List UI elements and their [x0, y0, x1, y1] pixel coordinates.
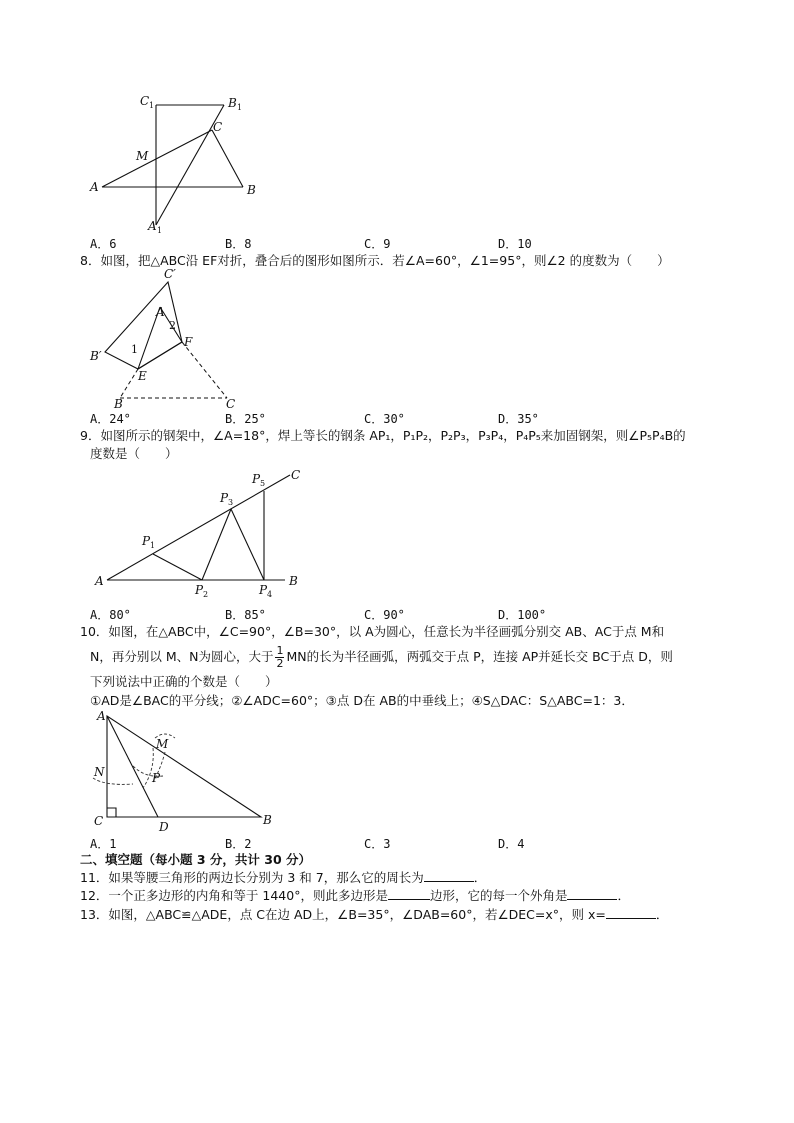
- q10-label-p: P: [152, 771, 161, 785]
- q9-label-p2-sub: 2: [203, 590, 209, 599]
- q10-text-line2: [90, 645, 673, 670]
- q10-frac-denominator: 2: [276, 657, 284, 670]
- q11-text-b: ．: [473, 870, 487, 885]
- q13-answer-blank[interactable]: [606, 907, 656, 919]
- q8-figure: [80, 265, 260, 410]
- q10-label-d: D: [159, 820, 169, 834]
- q7-label-c: C: [213, 120, 223, 134]
- q11-answer-blank[interactable]: [424, 870, 474, 882]
- q10-label-n: N: [94, 765, 105, 779]
- q7-choice-d[interactable]: D．10: [498, 237, 532, 251]
- q8-choice-b[interactable]: B．25°: [225, 412, 266, 426]
- q8-label-f: F: [184, 335, 193, 349]
- q13-text-b: ．: [655, 907, 669, 922]
- q7-label-m: M: [136, 149, 149, 163]
- q8-label-2: 2: [169, 319, 176, 332]
- q7-label-b: B: [247, 183, 256, 197]
- q10-label-m: M: [156, 737, 169, 751]
- q12-text: [80, 888, 630, 904]
- q10-text-line3: 下列说法中正确的个数是（ ）: [90, 674, 278, 689]
- q11-text: [80, 870, 486, 886]
- q10-choice-a[interactable]: A．1: [90, 837, 117, 851]
- q9-label-p3-sub: 3: [228, 498, 234, 507]
- q9-label-p5-sub: 5: [260, 479, 266, 488]
- q9-text-line2: 度数是（ ）: [90, 446, 178, 461]
- q13-text: [80, 907, 668, 923]
- q10-label-b: B: [263, 813, 272, 827]
- q8-label-b: B: [114, 397, 123, 411]
- q10-frac-numerator: 1: [276, 644, 284, 657]
- q9-label-a: A: [95, 574, 104, 588]
- q10-figure: [85, 708, 285, 838]
- q7-label-c1: C: [140, 94, 150, 108]
- q10-label-a: A: [97, 709, 106, 723]
- q7-label-a1: A: [148, 219, 157, 233]
- section2-heading: 二、填空题（每小题 3 分，共计 30 分）: [80, 852, 312, 867]
- q10-choice-d[interactable]: D．4: [498, 837, 525, 851]
- q9-label-p5: P: [252, 472, 261, 486]
- q13-text-a: 13．如图，△ABC≌△ADE，点 C在边 AD上，∠B=35°，∠DAB=60°，若∠DEC=x°，则 x=: [80, 907, 606, 922]
- q9-label-p1-sub: 1: [150, 541, 156, 550]
- q9-figure: [80, 465, 320, 605]
- q9-choice-c[interactable]: C．90°: [364, 608, 405, 622]
- q7-label-a1-sub: 1: [157, 226, 163, 235]
- q11-text-a: 11．如果等腰三角形的两边长分别为 3 和 7，那么它的周长为: [80, 870, 424, 885]
- q7-label-b1-sub: 1: [237, 103, 243, 112]
- q12-text-a: 12．一个正多边形的内角和等于 1440°，则此多边形是: [80, 888, 388, 903]
- q9-label-p1: P: [142, 534, 151, 548]
- q12-answer-blank-1[interactable]: [388, 888, 430, 900]
- q10-text-line2-a: N，再分别以 M、N为圆心，大于: [90, 649, 274, 664]
- q8-label-bp: B′: [90, 349, 102, 363]
- q7-choice-a[interactable]: A．6: [90, 237, 117, 251]
- q8-label-cp: C′: [164, 267, 176, 281]
- q7-label-a: A: [90, 180, 99, 194]
- q10-text-line4: ①AD是∠BAC的平分线；②∠ADC=60°；③点 D在 AB的中垂线上；④S△DAC：S△ABC=1：3．: [90, 693, 634, 708]
- q9-label-p4: P: [259, 583, 268, 597]
- q9-choice-a[interactable]: A．80°: [90, 608, 131, 622]
- q8-label-e: E: [138, 369, 147, 383]
- q7-choice-c[interactable]: C．9: [364, 237, 391, 251]
- q12-text-c: ．: [617, 888, 630, 903]
- q8-choice-d[interactable]: D．35°: [498, 412, 539, 426]
- q7-choice-b[interactable]: B．8: [225, 237, 252, 251]
- q10-choice-b[interactable]: B．2: [225, 837, 252, 851]
- q12-text-b: 边形，它的每一个外角是: [429, 888, 568, 903]
- q8-label-1: 1: [131, 343, 138, 356]
- q8-choice-c[interactable]: C．30°: [364, 412, 405, 426]
- q8-choice-a[interactable]: A．24°: [90, 412, 131, 426]
- q9-label-p2: P: [195, 583, 204, 597]
- q8-label-c: C: [226, 397, 236, 411]
- q10-label-c: C: [94, 814, 104, 828]
- q9-label-b: B: [289, 574, 298, 588]
- q10-choice-c[interactable]: C．3: [364, 837, 391, 851]
- q8-label-a: A: [156, 305, 165, 319]
- q9-label-p4-sub: 4: [267, 590, 273, 599]
- q12-answer-blank-2[interactable]: [567, 888, 617, 900]
- q9-text-line1: 9．如图所示的钢架中，∠A=18°，焊上等长的钢条 AP₁，P₁P₂，P₂P₃，P₃P₄，P₄P₅来加固钢架，则∠P₅P₄B的: [80, 428, 686, 443]
- q10-text-line1: 10．如图，在△ABC中，∠C=90°，∠B=30°，以 A为圆心，任意长为半径画弧分别交 AB、AC于点 M和: [80, 624, 665, 639]
- q10-fraction: [275, 645, 284, 670]
- q7-figure: [80, 90, 280, 235]
- q9-label-c: C: [291, 468, 301, 482]
- q9-choice-d[interactable]: D．100°: [498, 608, 547, 622]
- q9-label-p3: P: [220, 491, 229, 505]
- q8-text: 8．如图，把△ABC沿 EF对折，叠合后的图形如图所示．若∠A=60°，∠1=95°，则∠2 的度数为（ ）: [80, 253, 670, 268]
- q9-choice-b[interactable]: B．85°: [225, 608, 266, 622]
- q10-text-line2-b: MN的长为半径画弧，两弧交于点 P，连接 AP并延长交 BC于点 D，则: [286, 649, 673, 664]
- q7-label-c1-sub: 1: [149, 101, 155, 110]
- q7-label-b1: B: [228, 96, 237, 110]
